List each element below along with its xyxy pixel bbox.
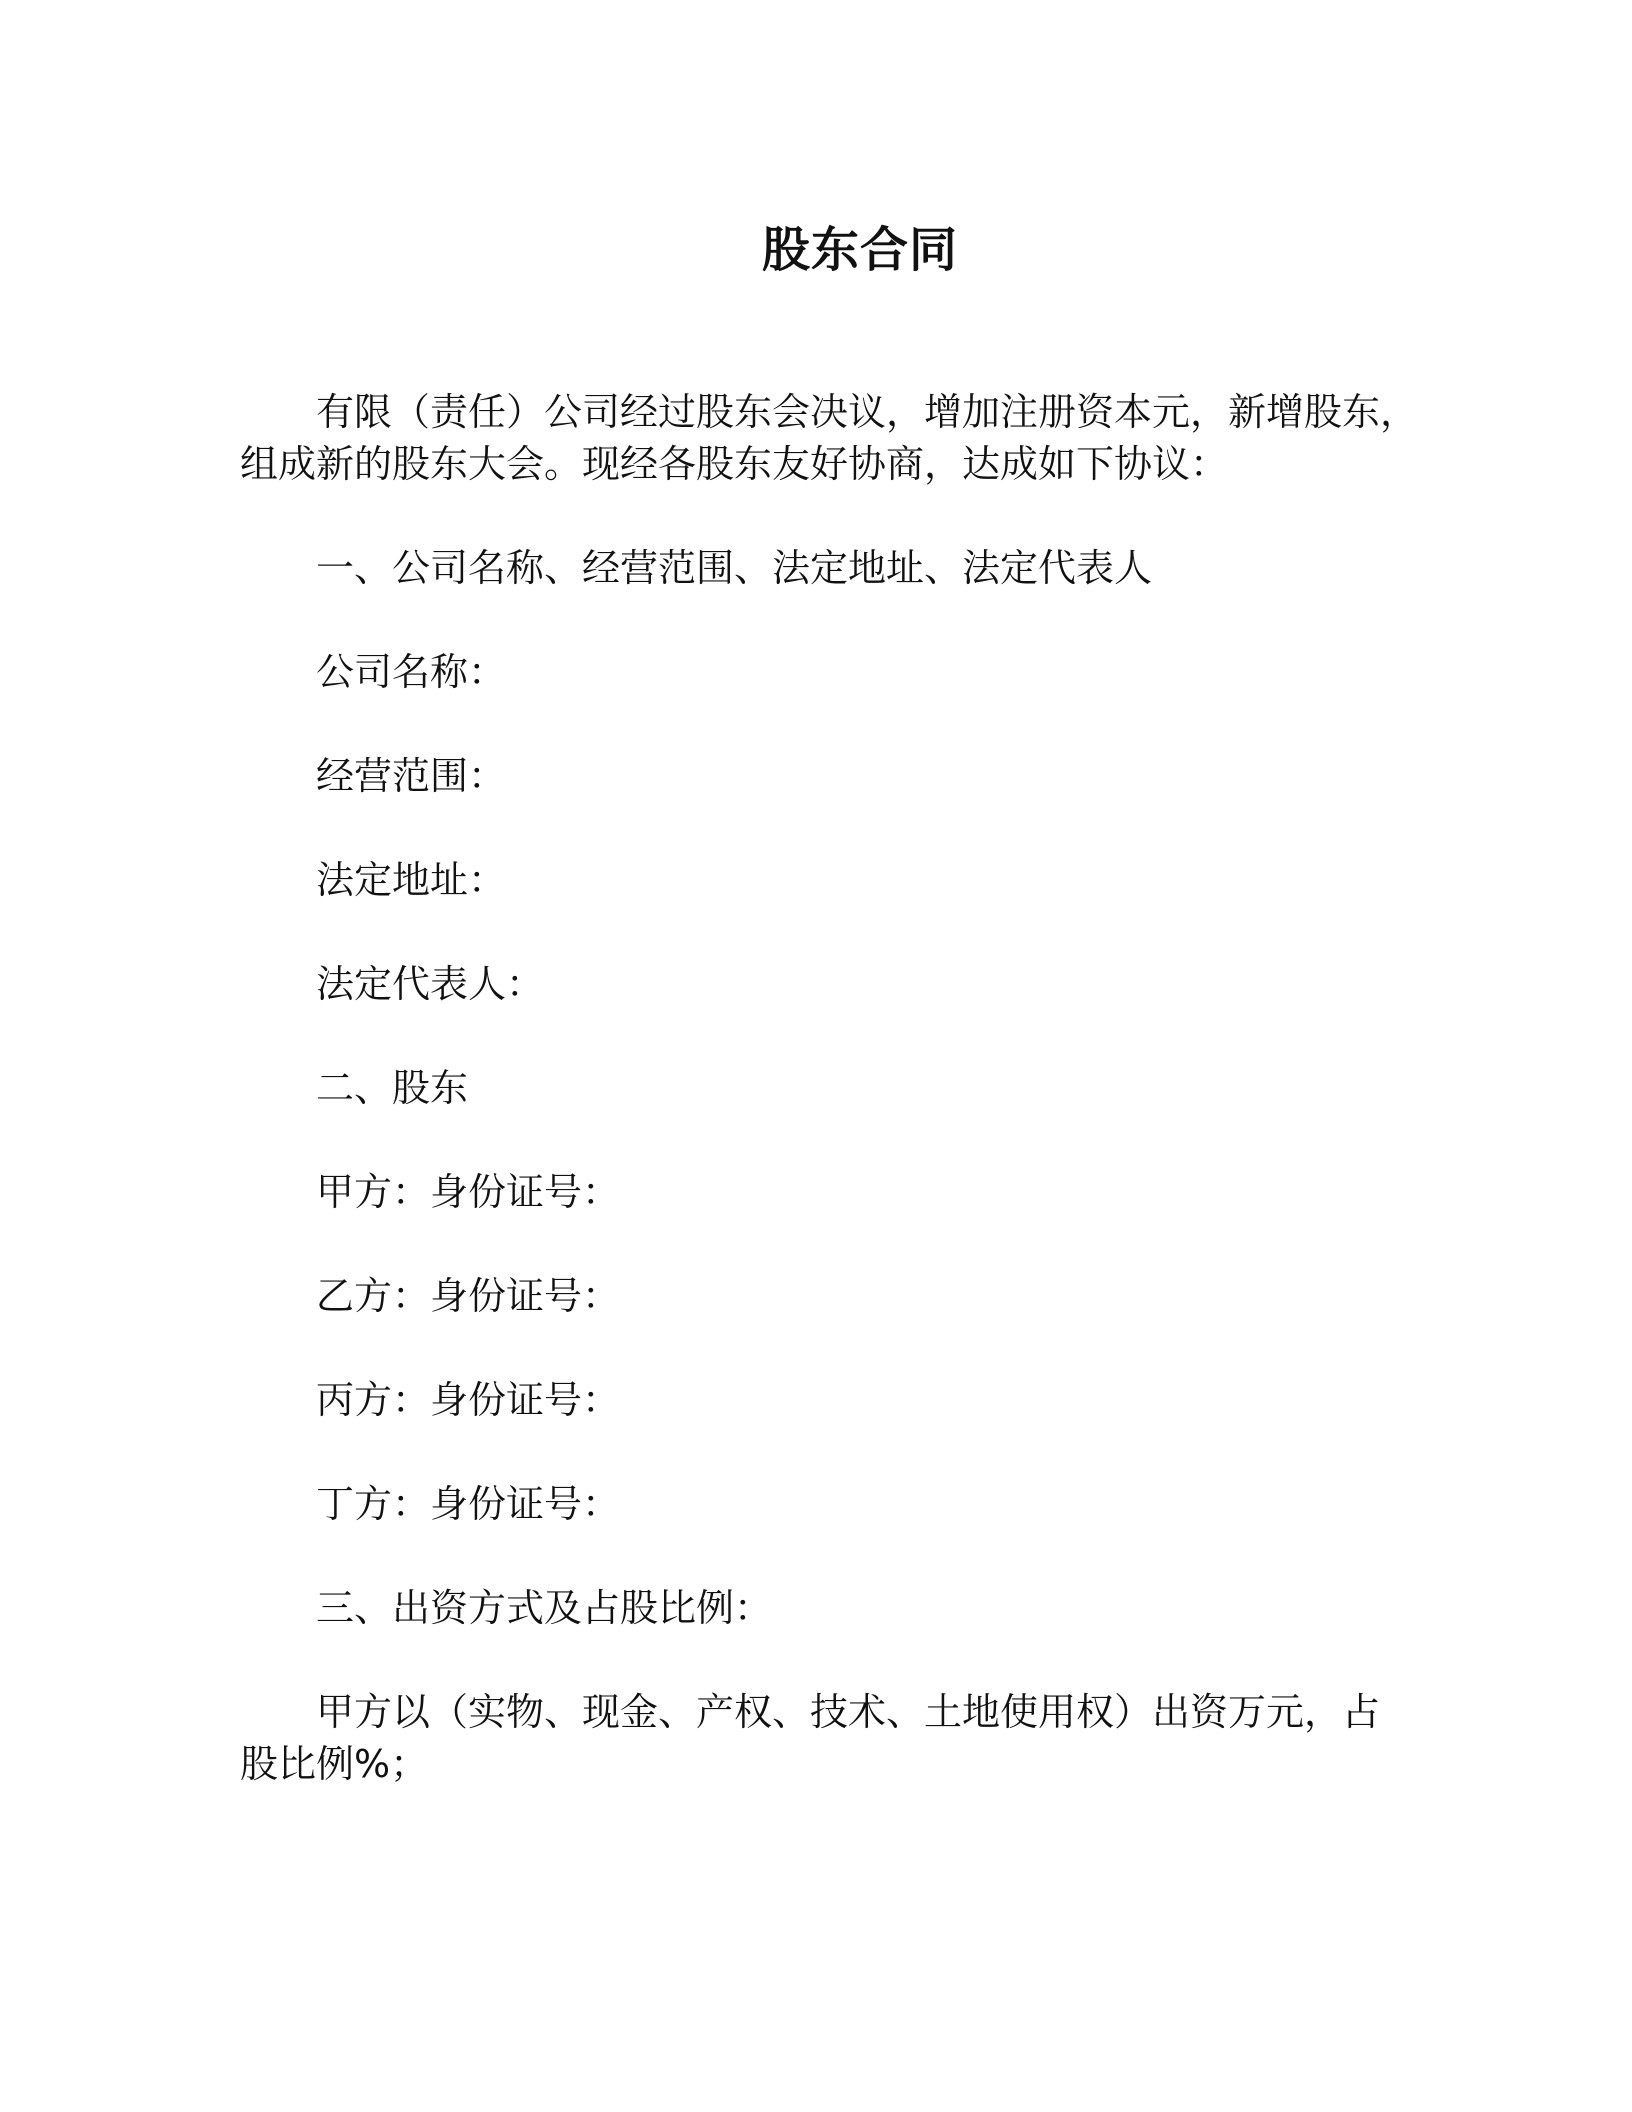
- legal-representative-field: 法定代表人：: [316, 962, 545, 1006]
- intro-paragraph: [240, 386, 1419, 490]
- document-title: 股东合同: [761, 222, 958, 278]
- party-d-id-field: 丁方：身份证号：: [316, 1482, 621, 1526]
- section-heading-2: 二、股东: [316, 1066, 469, 1110]
- company-name-field: 公司名称：: [316, 650, 507, 694]
- legal-address-field: 法定地址：: [316, 858, 507, 902]
- contribution-line-2: 股比例%；: [240, 1742, 429, 1786]
- business-scope-field: 经营范围：: [316, 754, 507, 798]
- contribution-line-1: 甲方以（实物、现金、产权、技术、土地使用权）出资万元，占: [316, 1690, 1381, 1734]
- party-a-id-field: 甲方：身份证号：: [316, 1170, 621, 1214]
- contribution-paragraph: [240, 1686, 1400, 1790]
- intro-line-1: 有限（责任）公司经过股东会决议，增加注册资本元，新增股东，: [316, 390, 1419, 434]
- section-heading-3: 三、出资方式及占股比例：: [316, 1586, 773, 1630]
- intro-line-2: 组成新的股东大会。现经各股东友好协商，达成如下协议：: [240, 442, 1229, 486]
- party-b-id-field: 乙方：身份证号：: [316, 1274, 621, 1318]
- party-c-id-field: 丙方：身份证号：: [316, 1378, 621, 1422]
- document-body: [240, 386, 1419, 1842]
- section-heading-1: 一、公司名称、经营范围、法定地址、法定代表人: [316, 546, 1153, 590]
